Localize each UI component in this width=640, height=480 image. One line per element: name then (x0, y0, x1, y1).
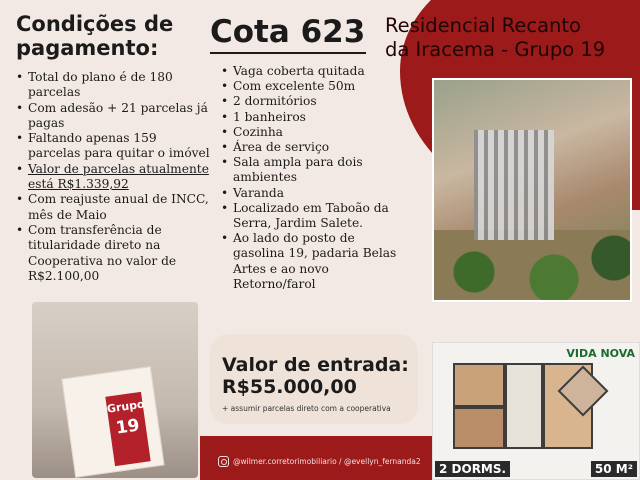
entry-note: + assumir parcelas direto com a cooperativa (222, 404, 391, 413)
instagram-icon (218, 456, 229, 467)
list-item: • Varanda (220, 186, 400, 201)
list-item: • Sala ampla para dois ambientes (220, 155, 400, 185)
conditions-list (14, 70, 210, 284)
size-label: 50 M² (591, 461, 637, 477)
footer-handles (218, 456, 421, 467)
list-item: • Ao lado do posto de gasolina 19, padaria Belas Artes e ao novo Retorno/farol (220, 231, 400, 292)
list-item: • Área de serviço (220, 140, 400, 155)
aerial-construction-photo (432, 78, 632, 302)
residencial-title (385, 14, 640, 62)
list-item: • Com transferência de titularidade direto na Cooperativa no valor de R$2.100,00 (14, 223, 210, 284)
list-item: • 2 dormitórios (220, 94, 400, 109)
rooms-label: 2 DORMS. (435, 461, 510, 477)
entry-value-box (210, 334, 418, 424)
group-sign-label: Grupo (106, 397, 146, 416)
entry-title: Valor de entrada: (222, 354, 409, 376)
residencial-title-line2: da Iracema - Grupo 19 (385, 38, 606, 61)
list-item: • Com reajuste anual de INCC, mês de Maio (14, 192, 210, 223)
list-item: • Localizado em Taboão da Serra, Jardim Salete. (220, 201, 400, 231)
trees-area (434, 230, 632, 300)
list-item: • Vaga coberta quitada (220, 64, 400, 79)
features-list (220, 64, 400, 292)
conditions-title: Condições de pagamento: (16, 12, 174, 60)
brand-logo: VIDA NOVA (566, 347, 635, 360)
sales-room-photo (32, 302, 198, 478)
plan-room (505, 363, 543, 449)
list-item: • Cozinha (220, 125, 400, 140)
list-item: • 1 banheiros (220, 110, 400, 125)
plan-room (453, 407, 505, 449)
floor-plan-image (432, 342, 640, 480)
cota-title: Cota 623 (210, 14, 366, 54)
entry-value: R$55.000,00 (222, 376, 357, 398)
social-handles: @wilmer.corretorimobiliario / @evellyn_fernanda2 (233, 457, 421, 466)
list-item: • Total do plano é de 180 parcelas (14, 70, 210, 101)
building-structure (474, 130, 554, 240)
residencial-title-line1: Residencial Recanto (385, 14, 581, 37)
list-item: • Com adesão + 21 parcelas já pagas (14, 101, 210, 132)
list-item: • Valor de parcelas atualmente está R$1.339,92 (14, 162, 210, 193)
group-sign-number: 19 (114, 415, 141, 439)
list-item: • Com excelente 50m (220, 79, 400, 94)
list-item: • Faltando apenas 159 parcelas para quitar o imóvel (14, 131, 210, 162)
plan-room (453, 363, 505, 407)
